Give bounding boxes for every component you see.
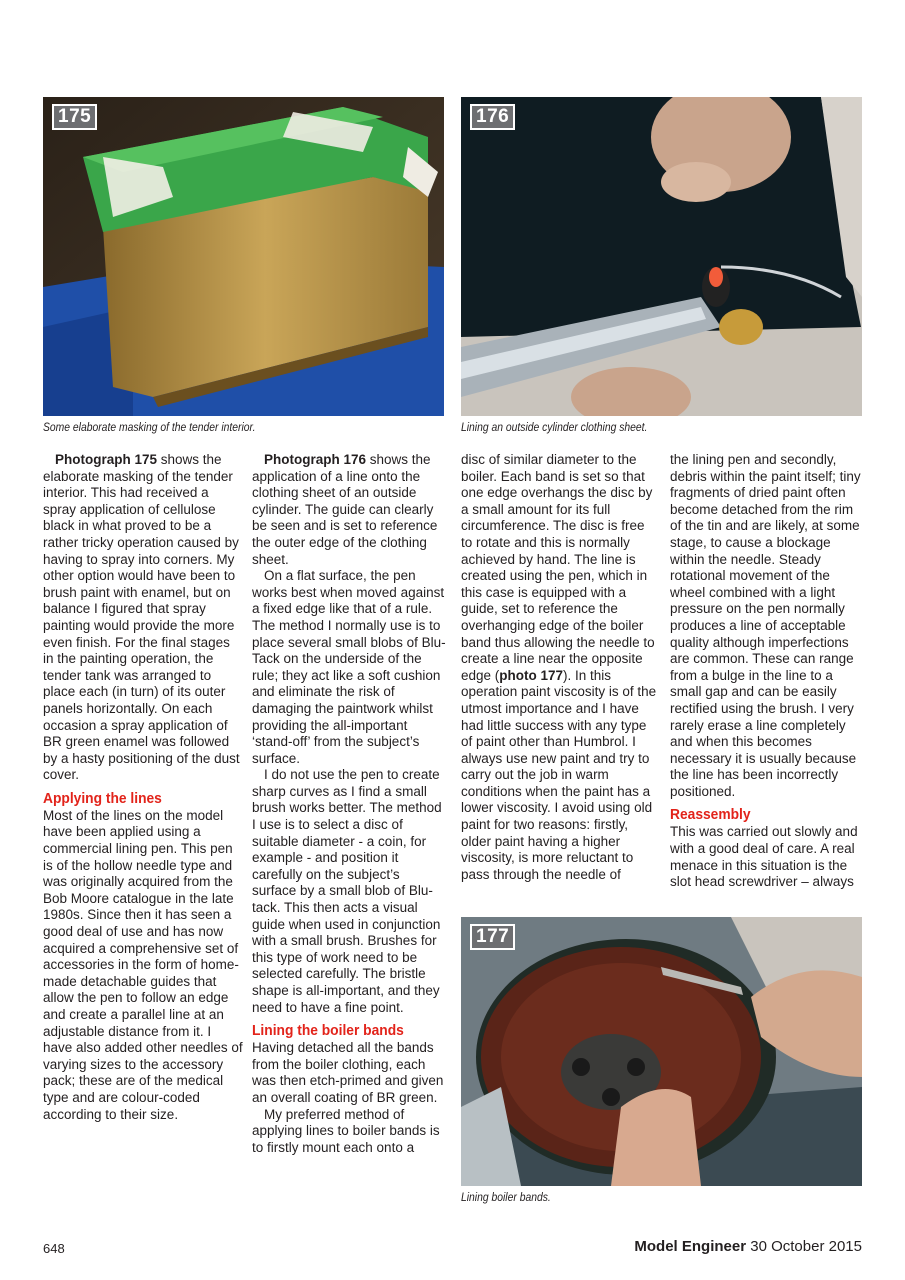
col2-paragraph-1-text: shows the application of a line onto the clothing sheet of an outside cylinder. The guide can clearly be seen and is set to reference the outer edge of the clothing sheet. <box>252 452 438 567</box>
col2-paragraph-1 <box>252 452 447 568</box>
col4-paragraph-2: This was carried out slowly and with a good deal of care. A real menace in this situation is the slot head screwdriver – always <box>670 824 858 890</box>
photo-175-caption: Some elaborate masking of the tender interior. <box>43 422 256 434</box>
photo-177-caption: Lining boiler bands. <box>461 1192 551 1204</box>
heading-applying-the-lines: Applying the lines <box>43 789 162 807</box>
page-number: 648 <box>43 1241 65 1256</box>
col1-paragraph-2: Most of the lines on the model have been applied using a commercial lining pen. This pen is of the hollow needle type and was originally acquired from the Bob Moore catalogue in the late 1980s. Since then it has seen a good deal of use and has now acquired a comprehensive set of accessories in the form of home-made detachable guides that allow the pen to follow an edge and create a parallel line at an adjustable distance from it. I have also added other needles of varying sizes to the accessory pack; these are of the medical type and are colour-coded according to their size. <box>43 807 243 1122</box>
col2-paragraph-2: On a flat surface, the pen works best when moved against a fixed edge like that of a rule. The method I normally use is to place several small blobs of Blu-Tack on the underside of the rule; they act like a soft cushion and eliminate the risk of damaging the paintwork whilst providing the all-important ‘stand-off’ from the subject’s surface. <box>252 568 446 766</box>
photo-176-caption: Lining an outside cylinder clothing sheet. <box>461 422 648 434</box>
article-column-3 <box>461 452 657 883</box>
heading-lining-the-boiler-bands: Lining the boiler bands <box>252 1022 404 1040</box>
col3-paragraph-1-text-a: disc of similar diameter to the boiler. Each band is set so that one edge overhangs the disc by a small amount for its full circumference. The disc is free to rotate and this is normally achieved by hand. The line is created using the pen, which in this case is equipped with a guide, set to reference the overhanging edge of the boiler band thus allowing the needle to create a line near the opposite edge ( <box>461 452 655 683</box>
photo-176 <box>461 97 862 416</box>
photo-177 <box>461 917 862 1186</box>
photo-176-image <box>461 97 862 416</box>
col4-paragraph-1: the lining pen and secondly, debris within the paint itself; tiny fragments of dried paint often become detached from the rim of the tin and are likely, at some stage, to cause a blockage within the needle. Steady rotational movement of the wheel combined with a light pressure on the pen normally produces a line of acceptable quality although imperfections are common. These can range from a bulge in the line to a small gap and can be easily rectified using the brush. I very rarely erase a line completely and when this becomes necessary it is usually because the line has been incorrectly positioned. <box>670 452 861 799</box>
article-column-2 <box>252 452 447 1156</box>
col3-paragraph-1-text-b: ). In this operation paint viscosity is of the utmost importance and I have had little success with any type of paint other than Humbrol. I always use new paint and try to carry out the job in warm conditions when the paint has a lower viscosity. I avoid using old paint for two reasons: firstly, older paint having a higher viscosity, is more reluctant to pass through the needle of <box>461 667 657 882</box>
article-column-1 <box>43 452 243 1123</box>
col2-paragraph-3: I do not use the pen to create sharp curves as I find a small brush works better. The method I use is to select a disc of suitable diameter - a coin, for example - and position it carefully on the subject’s surface by a small blob of Blu-tack. This then acts a visual guide when used in conjunction with a small brush. Brushes for this type of work need to be selected carefully. The bristle shape is all-important, and they need to have a fine point. <box>252 767 442 1015</box>
photo-175-number: 175 <box>52 104 97 130</box>
col1-paragraph-1-text: shows the elaborate masking of the tender interior. This had received a spray application of cellulose black in what proved to be a rather tricky operation caused by having to spray into corners. My other option would have been to brush paint with enamel, but on balance I figured that spray painting would provide the more even finish. For the final stages in the painting operation, the tender tank was arranged to place each (in turn) of its outer panels horizontally. On each occasion a spray application of BR green enamel was followed by a hasty positioning of the dust cover. <box>43 452 240 783</box>
issue-date: 30 October 2015 <box>746 1238 862 1255</box>
heading-reassembly: Reassembly <box>670 806 751 824</box>
photo-176-number: 176 <box>470 104 515 130</box>
col1-paragraph-1 <box>43 452 243 784</box>
magazine-footer <box>634 1238 862 1255</box>
photo-175-image <box>43 97 444 416</box>
article-column-4 <box>670 452 865 891</box>
photo-177-reference: photo 177 <box>499 667 564 683</box>
photo-176-reference: Photograph 176 <box>264 452 367 467</box>
magazine-title: Model Engineer <box>634 1238 747 1255</box>
photo-177-number: 177 <box>470 924 515 950</box>
col2-paragraph-4: Having detached all the bands from the boiler clothing, each was then etch-primed and given an overall coating of BR green. <box>252 1040 444 1105</box>
photo-175-reference: Photograph 175 <box>55 452 158 467</box>
col3-paragraph-1 <box>461 452 657 883</box>
photo-177-image <box>461 917 862 1186</box>
col2-paragraph-5: My preferred method of applying lines to boiler bands is to firstly mount each onto a <box>252 1106 440 1155</box>
photo-175 <box>43 97 444 416</box>
